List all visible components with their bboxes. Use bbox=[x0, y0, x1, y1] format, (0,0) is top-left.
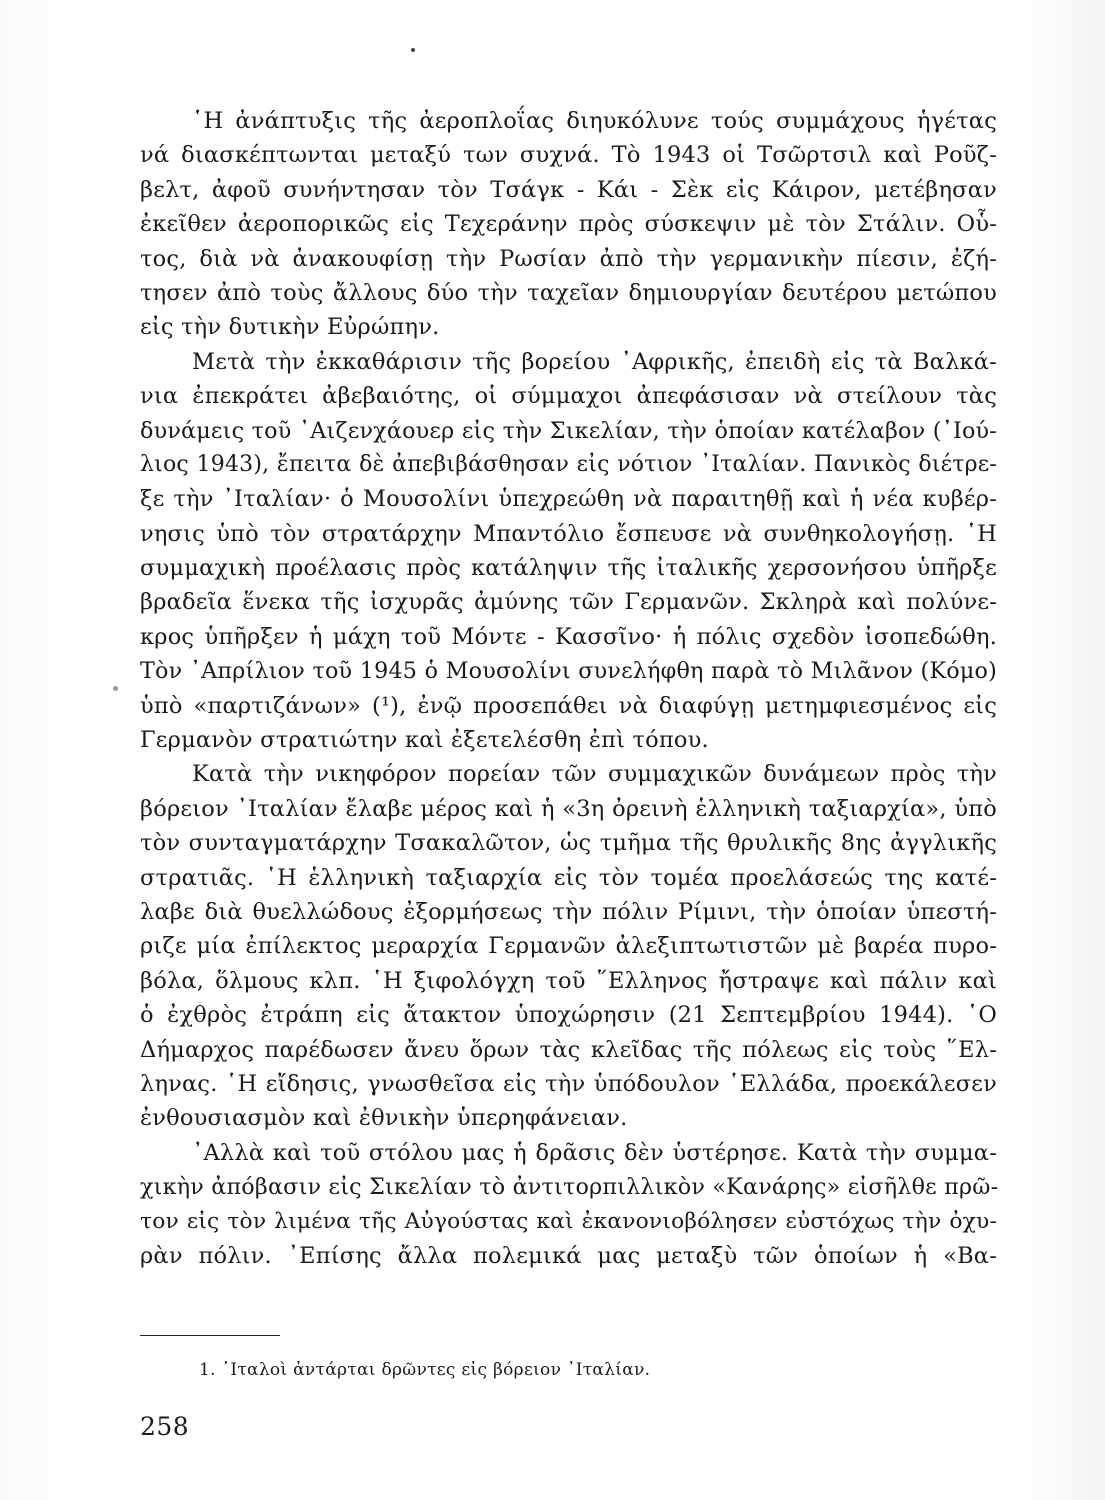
text-line: κρος ὑπῆρξεν ἡ μάχη τοῦ Μόντε - Κασσῖνο· ἡ πόλις σχεδὸν ἰσοπεδώθη. bbox=[140, 623, 997, 650]
text-line: στρατιᾶς. ῾Η ἑλληνικὴ ταξιαρχία εἰς τὸν τομέα προελάσεώς της κατέ- bbox=[140, 864, 997, 891]
text-line: βελτ, ἀφοῦ συνήντησαν τὸν Τσάγκ - Κάι - Σὲκ εἰς Κάιρον, μετέβησαν bbox=[140, 176, 997, 203]
text-line: τον εἰς τὸν λιμένα τῆς Αὐγούστας καὶ ἐκανονιοβόλησεν εὐστόχως τὴν ὀχυ- bbox=[140, 1208, 997, 1234]
text-line: νια ἐπεκράτει ἀβεβαιότης, οἱ σύμμαχοι ἀπεφάσισαν νὰ στείλουν τὰς bbox=[140, 383, 997, 410]
text-line: ὑπὸ «παρτιζάνων» (¹), ἐνῷ προσεπάθει νὰ διαφύγῃ μετημφιεσμένος εἰς bbox=[140, 692, 997, 719]
text-line: τησεν ἀπὸ τοὺς ἄλλους δύο τὴν ταχεῖαν δημιουργίαν δευτέρου μετώπου bbox=[140, 279, 997, 306]
text-line: νησις ὑπὸ τὸν στρατάρχην Μπαντόλιο ἔσπευσε νὰ συνθηκολογήσῃ. ῾Η bbox=[140, 520, 997, 547]
text-line: Κατὰ τὴν νικηφόρον πορείαν τῶν συμμαχικῶν δυνάμεων πρὸς τὴν bbox=[192, 761, 997, 788]
text-line: βόρειον ᾽Ιταλίαν ἔλαβε μέρος καὶ ἡ «3η ὀρεινὴ ἑλληνικὴ ταξιαρχία», ὑπὸ bbox=[140, 795, 997, 822]
footnote-divider bbox=[140, 1335, 280, 1336]
text-line: ὁ ἐχθρὸς ἐτράπη εἰς ἄτακτον ὑποχώρησιν (21 Σεπτεμβρίου 1944). ῾Ο bbox=[140, 1002, 997, 1029]
text-line: βραδεῖα ἕνεκα τῆς ἰσχυρᾶς ἀμύνης τῶν Γερμανῶν. Σκληρὰ καὶ πολύνε- bbox=[140, 589, 997, 616]
text-line: τος, διὰ νὰ ἀνακουφίσῃ τὴν Ρωσίαν ἀπὸ τὴν γερμανικὴν πίεσιν, ἐζή- bbox=[140, 245, 997, 272]
text-line: εἰς τὴν δυτικὴν Εὐρώπην. bbox=[140, 314, 440, 341]
print-speck bbox=[411, 48, 415, 52]
text-line: συμμαχικὴ προέλασις πρὸς κατάληψιν τῆς ἰταλικῆς χερσονήσου ὑπῆρξε bbox=[140, 555, 997, 582]
text-line: ξε τὴν ᾽Ιταλίαν· ὁ Μουσολίνι ὑπεχρεώθη νὰ παραιτηθῇ καὶ ἡ νέα κυβέρ- bbox=[140, 486, 997, 513]
text-line: νά διασκέπτωνται μεταξύ των συχνά. Τὸ 1943 οἱ Τσῶρτσιλ καὶ Ροῦζ- bbox=[140, 142, 997, 169]
margin-speck bbox=[113, 686, 118, 691]
text-line: ἐνθουσιασμὸν καὶ ἐθνικὴν ὑπερηφάνειαν. bbox=[140, 1105, 628, 1132]
text-line: ρὰν πόλιν. ᾽Επίσης ἄλλα πολεμικά μας μεταξὺ τῶν ὁποίων ἡ «Βα- bbox=[140, 1242, 997, 1269]
text-line: ᾽Αλλὰ καὶ τοῦ στόλου μας ἡ δρᾶσις δὲν ὑστέρησε. Κατὰ τὴν συμμα- bbox=[192, 1139, 997, 1166]
text-line: βόλα, ὅλμους κλπ. ῾Η ξιφολόγχη τοῦ ῞Ελληνος ἤστραψε καὶ πάλιν καὶ bbox=[140, 967, 997, 994]
text-line: Γερμανὸν στρατιώτην καὶ ἐξετελέσθη ἐπὶ τόπου. bbox=[140, 727, 709, 754]
text-line: λαβε διὰ θυελλώδους ἐξορμήσεως τὴν πόλιν Ρίμινι, τὴν ὁποίαν ὑπεστή- bbox=[140, 898, 997, 925]
text-line: ῾Η ἀνάπτυξις τῆς ἀεροπλοΐας διηυκόλυνε τούς συμμάχους ἡγέτας bbox=[192, 108, 997, 134]
text-line: τὸν συνταγματάρχην Τσακαλῶτον, ὡς τμῆμα τῆς θρυλικῆς 8ης ἀγγλικῆς bbox=[140, 830, 997, 857]
text-line: δυνάμεις τοῦ ᾽Αιζενχάουερ εἰς τὴν Σικελίαν, τὴν ὁποίαν κατέλαβον (᾽Ιού- bbox=[140, 417, 997, 444]
text-line: ληνας. ῾Η εἴδησις, γνωσθεῖσα εἰς τὴν ὑπόδουλον ῾Ελλάδα, προεκάλεσεν bbox=[140, 1070, 997, 1097]
body-text bbox=[140, 104, 997, 1273]
text-line: ἐκεῖθεν ἀεροπορικῶς εἰς Τεχεράνην πρὸς σύσκεψιν μὲ τὸν Στάλιν. Οὗ- bbox=[140, 211, 997, 238]
text-line: Μετὰ τὴν ἐκκαθάρισιν τῆς βορείου ᾽Αφρικῆς, ἐπειδὴ εἰς τὰ Βαλκά- bbox=[192, 348, 997, 375]
text-line: ριζε μία ἐπίλεκτος μεραρχία Γερμανῶν ἀλεξιπτωτιστῶν μὲ βαρέα πυρο- bbox=[140, 933, 997, 960]
text-line: λιος 1943), ἔπειτα δὲ ἀπεβιβάσθησαν εἰς νότιον ᾽Ιταλίαν. Πανικὸς διέτρε- bbox=[140, 451, 997, 477]
footnote: 1. ᾽Ιταλοὶ ἀντάρται δρῶντες εἰς βόρειον ᾽Ιταλίαν. bbox=[199, 1360, 651, 1380]
text-line: Δήμαρχος παρέδωσεν ἄνευ ὅρων τὰς κλεῖδας τῆς πόλεως εἰς τοὺς ῞Ελ- bbox=[140, 1036, 997, 1063]
page-number: 258 bbox=[140, 1412, 190, 1441]
text-line: χικὴν ἀπόβασιν εἰς Σικελίαν τὸ ἀντιτορπιλλικὸν «Κανάρης» εἰσῆλθε πρῶ- bbox=[140, 1174, 999, 1201]
text-line: Τὸν ᾽Απρίλιον τοῦ 1945 ὁ Μουσολίνι συνελήφθη παρὰ τὸ Μιλᾶνον (Κόμο) bbox=[140, 658, 997, 685]
